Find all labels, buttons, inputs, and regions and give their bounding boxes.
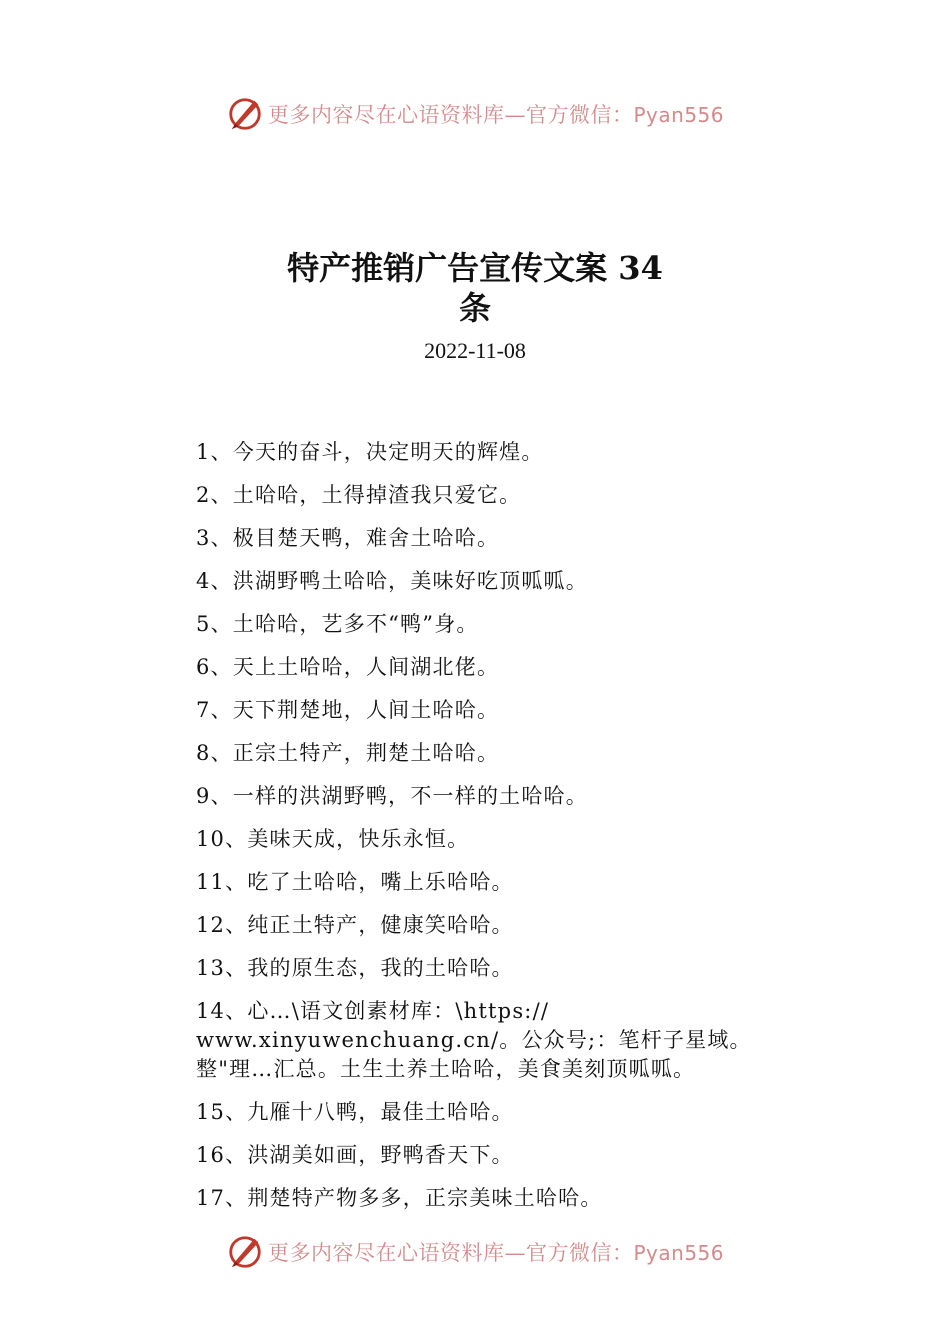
list-item: 12、纯正土特产，健康笑哈哈。 xyxy=(196,913,514,937)
list-item: 2、土哈哈，土得掉渣我只爱它。 xyxy=(196,483,522,507)
list-item: 6、天上土哈哈，人间湖北佬。 xyxy=(196,655,500,679)
list-item: 15、九雁十八鸭，最佳土哈哈。 xyxy=(196,1100,514,1124)
list-item: 10、美味天成，快乐永恒。 xyxy=(196,827,470,851)
list-item: 17、荆楚特产物多多，正宗美味土哈哈。 xyxy=(196,1186,603,1210)
document-title xyxy=(0,248,950,328)
banner-text: 更多内容尽在心语资料库—官方微信：Pyan556 xyxy=(267,1241,724,1265)
document-date: 2022-11-08 xyxy=(424,338,526,363)
banner-text: 更多内容尽在心语资料库—官方微信：Pyan556 xyxy=(267,103,724,127)
item-14-line-1: 14、心…\语文创素材库：\https:// xyxy=(196,999,550,1023)
list-item: 11、吃了土哈哈，嘴上乐哈哈。 xyxy=(196,870,514,894)
list-item: 8、正宗土特产，荆楚土哈哈。 xyxy=(196,741,500,765)
list-item: 4、洪湖野鸭土哈哈，美味好吃顶呱呱。 xyxy=(196,569,588,593)
item-14-line-2: www.xinyuwenchuang.cn/。公众号;：笔杆子星域。 xyxy=(196,1028,752,1052)
title-line-1: 特产推销广告宣传文案 34 xyxy=(287,249,663,287)
footer-banner xyxy=(0,1232,950,1272)
pen-logo-icon xyxy=(226,1233,264,1271)
slogan-list xyxy=(196,438,776,1227)
list-item: 7、天下荆楚地，人间土哈哈。 xyxy=(196,698,500,722)
list-item: 16、洪湖美如画，野鸭香天下。 xyxy=(196,1143,514,1167)
header-banner xyxy=(0,94,950,134)
list-item: 1、今天的奋斗，决定明天的辉煌。 xyxy=(196,440,544,464)
title-line-2: 条 xyxy=(458,289,491,327)
list-item: 9、一样的洪湖野鸭，不一样的土哈哈。 xyxy=(196,784,588,808)
pen-logo-icon xyxy=(226,95,264,133)
list-item: 13、我的原生态，我的土哈哈。 xyxy=(196,956,514,980)
list-item-14 xyxy=(196,997,776,1084)
list-item: 3、极目楚天鸭，难舍土哈哈。 xyxy=(196,526,500,550)
list-item: 5、土哈哈，艺多不“鸭”身。 xyxy=(196,612,479,636)
item-14-line-3: 整"理…汇总。土生土养土哈哈，美食美刻顶呱呱。 xyxy=(196,1057,696,1081)
